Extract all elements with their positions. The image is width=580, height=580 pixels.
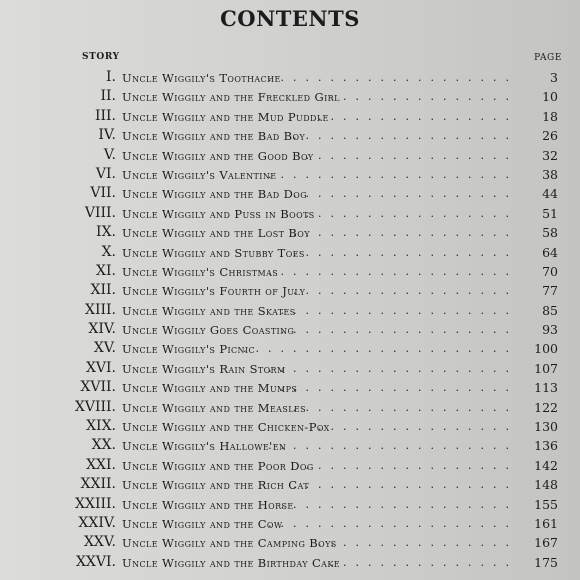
dot-leader: ................... bbox=[280, 381, 518, 395]
toc-entry bbox=[0, 456, 580, 475]
story-number: III. bbox=[94, 107, 116, 124]
page-number: 142 bbox=[534, 457, 558, 473]
toc-entry bbox=[0, 378, 580, 397]
page-number: 64 bbox=[542, 244, 558, 260]
dot-leader: ................... bbox=[280, 497, 518, 511]
story-number: V. bbox=[103, 146, 116, 163]
story-title: Uncle Wiggily and the Camping Boys bbox=[122, 536, 337, 551]
story-number: VII. bbox=[90, 185, 116, 202]
dot-leader: ................ bbox=[318, 420, 518, 434]
toc-entry bbox=[0, 533, 580, 552]
story-number: XXII. bbox=[80, 476, 116, 493]
dot-leader: .................. bbox=[293, 284, 518, 298]
dot-leader: ............... bbox=[330, 90, 518, 104]
toc-entry bbox=[0, 262, 580, 281]
dot-leader: ............... bbox=[330, 555, 518, 569]
dot-leader: .................. bbox=[293, 187, 518, 201]
story-number: XVIII. bbox=[74, 398, 116, 415]
table-of-contents bbox=[0, 68, 580, 572]
story-number: IX. bbox=[96, 224, 116, 241]
toc-entry bbox=[0, 87, 580, 106]
story-number: XVI. bbox=[85, 359, 116, 376]
story-number: XXV. bbox=[83, 534, 116, 551]
story-number: XIV. bbox=[88, 321, 116, 338]
page-number: 167 bbox=[534, 535, 558, 551]
story-number: II. bbox=[100, 88, 116, 105]
story-title: Uncle Wiggily and the Chicken-Pox bbox=[122, 420, 330, 435]
page-title: CONTENTS bbox=[220, 6, 360, 31]
story-title: Uncle Wiggily and the Rich Cat bbox=[122, 478, 309, 493]
story-number: XV. bbox=[93, 340, 116, 357]
page-number: 18 bbox=[542, 108, 558, 124]
story-title: Uncle Wiggily and the Skates bbox=[122, 303, 296, 318]
story-title: Uncle Wiggily's Christmas bbox=[122, 264, 279, 279]
story-number: XVII. bbox=[80, 379, 116, 396]
story-title: Uncle Wiggily and the Bad Boy bbox=[122, 129, 306, 144]
story-number: XXIV. bbox=[78, 514, 116, 531]
story-number: XI. bbox=[96, 262, 116, 279]
dot-leader: .................... bbox=[268, 264, 518, 278]
dot-leader: .................... bbox=[268, 71, 518, 84]
story-title: Uncle Wiggily and Stubby Toes bbox=[122, 245, 305, 260]
page-number: 130 bbox=[534, 419, 558, 435]
page-number: 44 bbox=[542, 186, 558, 202]
toc-entry bbox=[0, 553, 580, 572]
page-number: 32 bbox=[542, 147, 558, 163]
dot-leader: .................... bbox=[268, 167, 518, 181]
dot-leader: ................. bbox=[305, 148, 518, 162]
story-title: Uncle Wiggily and the Mumps bbox=[122, 381, 298, 396]
page-number: 107 bbox=[534, 360, 558, 376]
toc-entry bbox=[0, 495, 580, 514]
story-number: VIII. bbox=[84, 204, 116, 221]
story-title: Uncle Wiggily and the Horse bbox=[122, 497, 294, 512]
toc-entry bbox=[0, 398, 580, 417]
toc-entry bbox=[0, 126, 580, 145]
dot-leader: ................. bbox=[305, 458, 518, 472]
story-number: VI. bbox=[95, 165, 116, 182]
story-title: Uncle Wiggily and the Mud Puddle bbox=[122, 109, 329, 124]
story-number: XX. bbox=[91, 437, 116, 454]
story-number: XXI. bbox=[86, 456, 116, 473]
toc-entry bbox=[0, 359, 580, 378]
page-number: 136 bbox=[534, 438, 558, 454]
story-title: Uncle Wiggily and the Cow bbox=[122, 516, 283, 531]
page-number: 77 bbox=[542, 283, 558, 299]
page-number: 51 bbox=[542, 205, 558, 221]
story-number: I. bbox=[106, 69, 116, 85]
page-number: 148 bbox=[534, 477, 558, 493]
toc-entry bbox=[0, 165, 580, 184]
page-number: 100 bbox=[534, 341, 558, 357]
toc-entry bbox=[0, 320, 580, 339]
story-number: XIII. bbox=[84, 301, 116, 318]
page-number: 85 bbox=[542, 302, 558, 318]
toc-entry bbox=[0, 223, 580, 242]
story-title: Uncle Wiggily and Puss in Boots bbox=[122, 206, 315, 221]
story-column-label: STORY bbox=[82, 52, 120, 62]
page-number: 26 bbox=[542, 128, 558, 144]
dot-leader: .................. bbox=[293, 226, 518, 240]
toc-entry bbox=[0, 68, 580, 87]
page-number: 58 bbox=[542, 225, 558, 241]
dot-leader: .................. bbox=[293, 245, 518, 259]
story-title: Uncle Wiggily's Hallowe'en bbox=[122, 439, 287, 454]
toc-entry bbox=[0, 281, 580, 300]
toc-entry bbox=[0, 146, 580, 165]
toc-entry bbox=[0, 339, 580, 358]
story-number: XIX. bbox=[86, 418, 116, 435]
story-title: Uncle Wiggily's Toothache bbox=[122, 71, 281, 85]
story-number: XXIII. bbox=[75, 495, 116, 512]
page-number: 113 bbox=[534, 380, 558, 396]
story-number: IV. bbox=[98, 127, 116, 144]
toc-entry bbox=[0, 184, 580, 203]
dot-leader: .................... bbox=[268, 361, 518, 375]
dot-leader: .................... bbox=[268, 439, 518, 453]
dot-leader: ................... bbox=[280, 303, 518, 317]
page-number: 3 bbox=[550, 70, 558, 85]
story-number: XII. bbox=[90, 282, 116, 299]
story-title: Uncle Wiggily Goes Coasting bbox=[122, 323, 295, 338]
dot-leader: ...................... bbox=[243, 342, 518, 356]
dot-leader: .................. bbox=[293, 400, 518, 414]
dot-leader: .................. bbox=[293, 129, 518, 143]
dot-leader: ................ bbox=[318, 109, 518, 123]
page-number: 10 bbox=[542, 89, 558, 105]
story-title: Uncle Wiggily and the Freckled Girl bbox=[122, 90, 340, 105]
story-title: Uncle Wiggily and the Lost Boy bbox=[122, 226, 310, 241]
toc-entry bbox=[0, 475, 580, 494]
toc-entry bbox=[0, 243, 580, 262]
page-number: 175 bbox=[534, 554, 558, 570]
page-column-label: PAGE bbox=[534, 53, 562, 63]
story-title: Uncle Wiggily and the Poor Dog bbox=[122, 458, 314, 473]
story-title: Uncle Wiggily's Fourth of July bbox=[122, 284, 306, 299]
toc-entry bbox=[0, 301, 580, 320]
toc-entry bbox=[0, 514, 580, 533]
story-title: Uncle Wiggily's Rain Storm bbox=[122, 361, 286, 376]
dot-leader: ................. bbox=[305, 206, 518, 220]
story-title: Uncle Wiggily and the Good Boy bbox=[122, 148, 314, 163]
story-title: Uncle Wiggily's Valentine bbox=[122, 167, 277, 182]
story-number: XXVI. bbox=[75, 553, 116, 570]
toc-entry bbox=[0, 107, 580, 126]
story-title: Uncle Wiggily's Picnic bbox=[122, 342, 256, 357]
page-number: 161 bbox=[534, 515, 558, 531]
dot-leader: .................... bbox=[268, 516, 518, 530]
toc-entry bbox=[0, 436, 580, 455]
page-number: 122 bbox=[534, 399, 558, 415]
toc-entry bbox=[0, 417, 580, 436]
dot-leader: ................ bbox=[318, 536, 518, 550]
story-title: Uncle Wiggily and the Birthday Cake bbox=[122, 555, 340, 570]
dot-leader: ................... bbox=[280, 323, 518, 337]
page-number: 38 bbox=[542, 166, 558, 182]
toc-entry bbox=[0, 204, 580, 223]
page-number: 93 bbox=[542, 322, 558, 338]
page-number: 155 bbox=[534, 496, 558, 512]
story-title: Uncle Wiggily and the Bad Dog bbox=[122, 187, 308, 202]
page-number: 70 bbox=[542, 263, 558, 279]
dot-leader: .................. bbox=[293, 478, 518, 492]
story-title: Uncle Wiggily and the Measles bbox=[122, 400, 307, 415]
story-number: X. bbox=[101, 243, 116, 260]
